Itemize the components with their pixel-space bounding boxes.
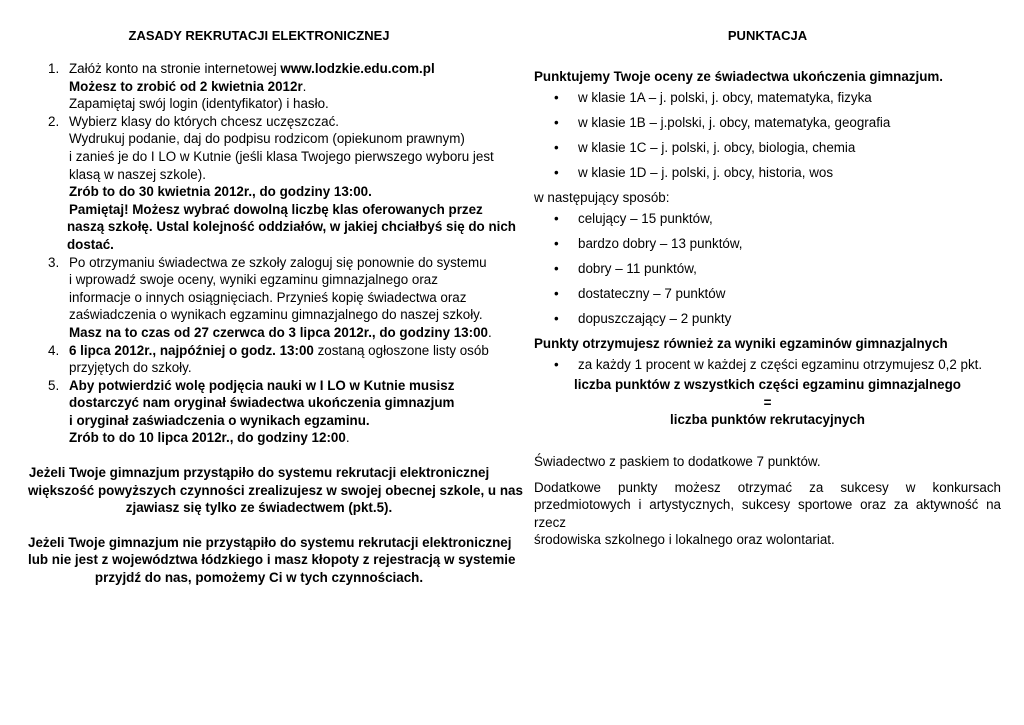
step-deadline: Możesz to zrobić od 2 kwietnia 2012r <box>69 78 303 94</box>
note-line: Jeżeli Twoje gimnazjum nie przystąpiło do systemu rekrutacji elektronicznej <box>28 534 512 550</box>
list-item <box>534 164 1001 182</box>
bullet-icon: • <box>554 285 559 301</box>
bullet-icon: • <box>554 260 559 276</box>
exam-points-list <box>534 356 1001 374</box>
list-item <box>534 356 1001 374</box>
step-deadline: 6 lipca 2012r., najpóźniej o godz. 13:00 <box>69 342 314 358</box>
step-line <box>69 78 490 96</box>
non-electronic-system-note <box>28 534 516 587</box>
list-item-text: w klasie 1A – j. polski, j. obcy, matematyka, fizyka <box>578 89 872 105</box>
step-text: . <box>302 78 307 94</box>
list-item <box>534 260 1001 278</box>
list-item-text: bardzo dobry – 13 punktów, <box>578 235 743 251</box>
honors-certificate-note: Świadectwo z paskiem to dodatkowe 7 punktów. <box>534 454 821 469</box>
exam-points-intro: Punkty otrzymujesz również za wyniki egzaminów gimnazjalnych <box>534 336 948 352</box>
step-line: Aby potwierdzić wolę podjęcia nauki w I LO w Kutnie musisz <box>69 377 455 393</box>
note-line: Dodatkowe punkty możesz otrzymać za sukcesy w konkursach <box>534 479 1001 495</box>
list-item <box>534 89 1001 107</box>
list-item <box>534 114 1001 132</box>
step-text: Załóż konto na stronie internetowej <box>69 61 281 76</box>
list-item <box>534 139 1001 157</box>
list-item-text: dobry – 11 punktów, <box>578 260 697 276</box>
scoring-title: PUNKTACJA <box>727 28 808 43</box>
list-item <box>534 235 1001 253</box>
recruitment-steps-list <box>28 60 516 447</box>
step-line: i wprowadź swoje oceny, wyniki egzaminu gimnazjalnego oraz <box>69 272 438 288</box>
list-item <box>534 310 1001 328</box>
step-line: dostarczyć nam oryginał świadectwa ukończenia gimnazjum <box>69 395 455 411</box>
list-item <box>534 210 1001 228</box>
scoring-intro: Punktujemy Twoje oceny ze świadectwa ukończenia gimnazjum. <box>534 69 944 84</box>
step-reminder: dostać. <box>67 236 114 252</box>
step-line: przyjętych do szkoły. <box>69 360 192 376</box>
bullet-icon: • <box>554 310 559 326</box>
note-line: przedmiotowych i artystycznych, sukcesy sportowe oraz za aktywność na rzecz <box>534 497 1001 530</box>
list-item-text: dostateczny – 7 punktów <box>578 285 726 301</box>
step-line: Zapamiętaj swój login (identyfikator) i hasło. <box>69 96 329 112</box>
step-number: 5. <box>48 377 60 393</box>
points-formula <box>534 376 1001 429</box>
step-line <box>69 60 490 78</box>
step-reminder: naszą szkołę. Ustal kolejność oddziałów, w jakiej chciałbyś się do nich <box>67 219 516 235</box>
note-line: przyjdź do nas, pomożemy Ci w tych czynnościach. <box>94 570 424 586</box>
formula-line: = <box>763 394 772 410</box>
note-line: lub nie jest z województwa łódzkiego i masz kłopoty z rejestracją w systemie <box>28 552 516 568</box>
formula-line: liczba punktów rekrutacyjnych <box>670 412 865 428</box>
step-number: 1. <box>48 61 60 76</box>
list-item-text: dopuszczający – 2 punkty <box>578 310 732 326</box>
bullet-icon: • <box>554 235 559 251</box>
formula-line: liczba punktów z wszystkich części egzaminu gimnazjalnego <box>574 377 961 393</box>
step-item <box>28 60 490 113</box>
step-item <box>28 254 490 342</box>
list-item-text: celujący – 15 punktów, <box>578 210 713 226</box>
grade-points-list <box>534 210 1001 328</box>
bullet-icon: • <box>554 210 559 226</box>
step-line: zaświadczenia o wynikach egzaminu gimnazjalnego do naszej szkoły. <box>69 307 483 323</box>
step-deadline: Zrób to do 30 kwietnia 2012r., do godziny 13:00. <box>69 184 372 200</box>
scoring-column <box>534 27 1001 549</box>
step-line: i zanieś je do I LO w Kutnie (jeśli klasa Twojego pierwszego wyboru jest <box>69 148 494 164</box>
note-line: zjawiasz się tylko ze świadectwem (pkt.5). <box>125 500 393 516</box>
list-item-text: w klasie 1C – j. polski, j. obcy, biologia, chemia <box>578 139 856 155</box>
step-deadline: Masz na to czas od 27 czerwca do 3 lipca 2012r., do godziny 13:00 <box>69 324 488 340</box>
additional-points-note <box>534 479 1001 549</box>
scoring-method-label: w następujący sposób: <box>534 189 670 205</box>
step-line: Wydrukuj podanie, daj do podpisu rodzicom (opiekunom prawnym) <box>69 131 465 147</box>
step-reminder: Pamiętaj! Możesz wybrać dowolną liczbę klas oferowanych przez <box>69 201 483 217</box>
bullet-icon: • <box>554 356 559 372</box>
step-number: 2. <box>48 113 60 129</box>
website-address: www.lodzkie.edu.com.pl <box>280 61 435 76</box>
list-item-text: za każdy 1 procent w każdej z części egzaminu otrzymujesz 0,2 pkt. <box>578 356 983 372</box>
step-number: 4. <box>48 342 60 358</box>
recruitment-rules-column <box>28 27 523 587</box>
step-line: informacje o innych osiągnięciach. Przynieś kopię świadectwa oraz <box>69 289 467 305</box>
step-text: . <box>345 430 350 446</box>
step-line: i oryginał zaświadczenia o wynikach egzaminu. <box>69 412 370 428</box>
electronic-system-note <box>28 464 523 517</box>
note-line: Jeżeli Twoje gimnazjum przystąpiło do systemu rekrutacji elektronicznej <box>28 465 490 481</box>
bullet-icon: • <box>554 89 559 105</box>
step-line <box>69 342 490 360</box>
list-item <box>534 285 1001 303</box>
step-line: Po otrzymaniu świadectwa ze szkoły zaloguj się ponownie do systemu <box>69 254 487 270</box>
step-item <box>28 377 490 447</box>
bullet-icon: • <box>554 164 559 180</box>
recruitment-rules-title: ZASADY REKRUTACJI ELEKTRONICZNEJ <box>128 28 390 43</box>
step-line <box>69 324 490 342</box>
step-item <box>28 113 516 254</box>
list-item-text: w klasie 1B – j.polski, j. obcy, matematyka, geografia <box>578 114 891 130</box>
step-text: zostaną ogłoszone listy osób <box>313 342 489 358</box>
bullet-icon: • <box>554 139 559 155</box>
bullet-icon: • <box>554 114 559 130</box>
list-item-text: w klasie 1D – j. polski, j. obcy, historia, wos <box>578 164 834 180</box>
step-text: . <box>488 324 492 340</box>
step-line: klasą w naszej szkole). <box>69 166 206 182</box>
step-line: Wybierz klasy do których chcesz uczęszczać. <box>69 113 340 129</box>
class-subjects-list <box>534 89 1001 182</box>
step-item <box>28 342 490 377</box>
step-number: 3. <box>48 254 60 270</box>
note-line: środowiska szkolnego i lokalnego oraz wolontariat. <box>534 532 835 548</box>
step-line <box>69 429 490 447</box>
note-line: większość powyższych czynności zrealizujesz w swojej obecnej szkole, u nas <box>28 482 523 498</box>
step-deadline: Zrób to do 10 lipca 2012r., do godziny 12:00 <box>69 430 346 446</box>
